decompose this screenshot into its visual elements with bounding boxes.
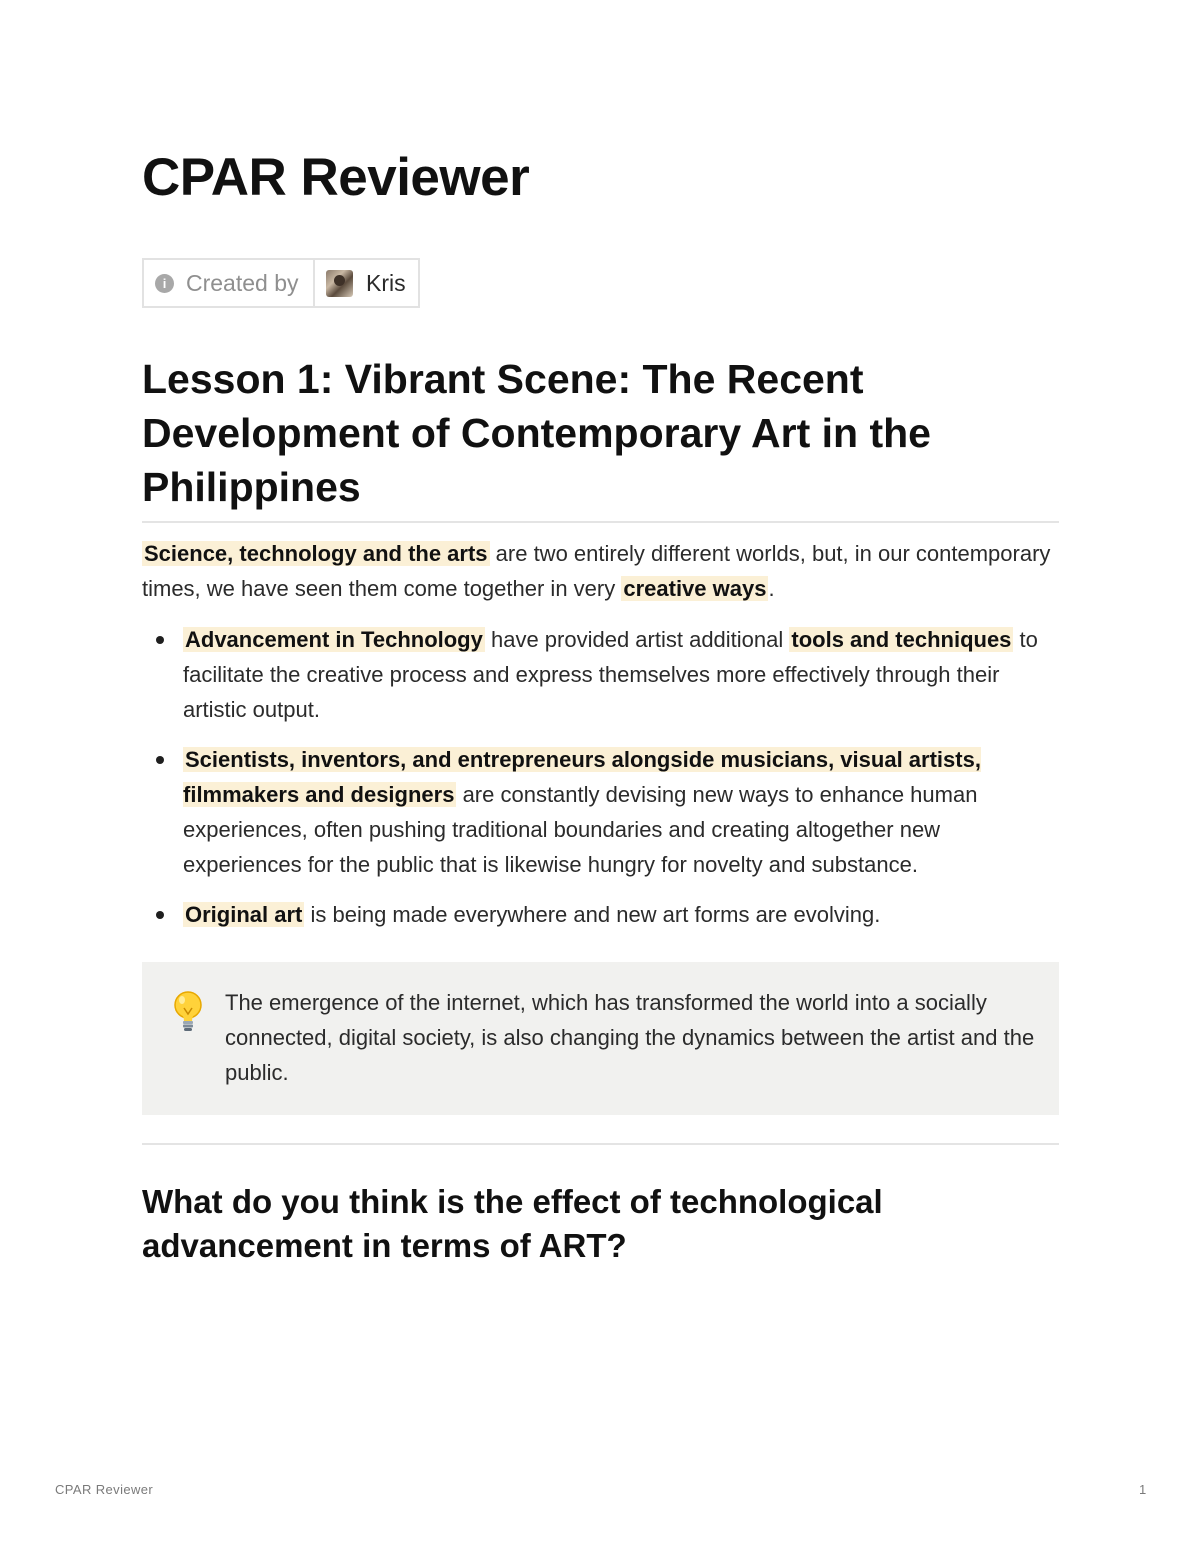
bullet-icon: [156, 756, 164, 764]
list-item: [142, 742, 1059, 882]
highlighted-text: creative ways: [623, 576, 767, 601]
author-name: Kris: [366, 269, 406, 296]
page-title: CPAR Reviewer: [142, 148, 530, 207]
callout-box: [142, 962, 1059, 1115]
property-name-cell: [142, 258, 315, 308]
paragraph-text: are two entirely different worlds, but, in our contemporary times, we have seen them come together in very: [142, 541, 1051, 601]
callout-text: The emergence of the internet, which has transformed the world into a socially connected, digital society, is also changing the dynamics between the artist and the public.: [225, 990, 1035, 1085]
avatar: [326, 270, 353, 297]
list-item-text: is being made everywhere and new art forms are evolving.: [304, 902, 881, 927]
bullet-list: [142, 622, 1059, 947]
lightbulb-icon: [170, 990, 206, 1034]
highlighted-text: tools and techniques: [791, 627, 1012, 652]
intro-paragraph: [142, 536, 1059, 606]
divider: [142, 521, 1059, 523]
list-item: [142, 622, 1059, 727]
footer-page-number: 1: [1139, 1482, 1147, 1497]
highlighted-text: Science, technology and the arts: [144, 541, 488, 566]
highlighted-text: Scientists, inventors, and entrepreneurs alongside musicians, visual artists, filmmakers and designers: [183, 747, 981, 807]
list-item-text: have provided artist additional: [484, 627, 790, 652]
property-value-cell[interactable]: [313, 258, 420, 308]
property-row-created-by: [142, 258, 420, 308]
paragraph-text: .: [768, 576, 775, 601]
info-icon: i: [155, 274, 174, 293]
lesson-heading: Lesson 1: Vibrant Scene: The Recent Development of Contemporary Art in the Philippines: [142, 356, 931, 510]
bullet-icon: [156, 911, 164, 919]
property-label: Created by: [186, 269, 299, 296]
list-item-text: are constantly devising new ways to enhance human experiences, often pushing traditional boundaries and creating altogether new experiences for the public that is likewise hungry for novelty and substance.: [183, 782, 978, 877]
bullet-icon: [156, 636, 164, 644]
footer-doc-name: CPAR Reviewer: [55, 1482, 154, 1497]
highlighted-text: Original art: [185, 902, 303, 927]
list-item-text: to facilitate the creative process and express themselves more effectively through their artistic output.: [183, 627, 1038, 722]
question-heading: What do you think is the effect of technological advancement in terms of ART?: [142, 1183, 883, 1264]
highlighted-text: Advancement in Technology: [185, 627, 483, 652]
divider: [142, 1143, 1059, 1145]
list-item: [142, 897, 1059, 932]
